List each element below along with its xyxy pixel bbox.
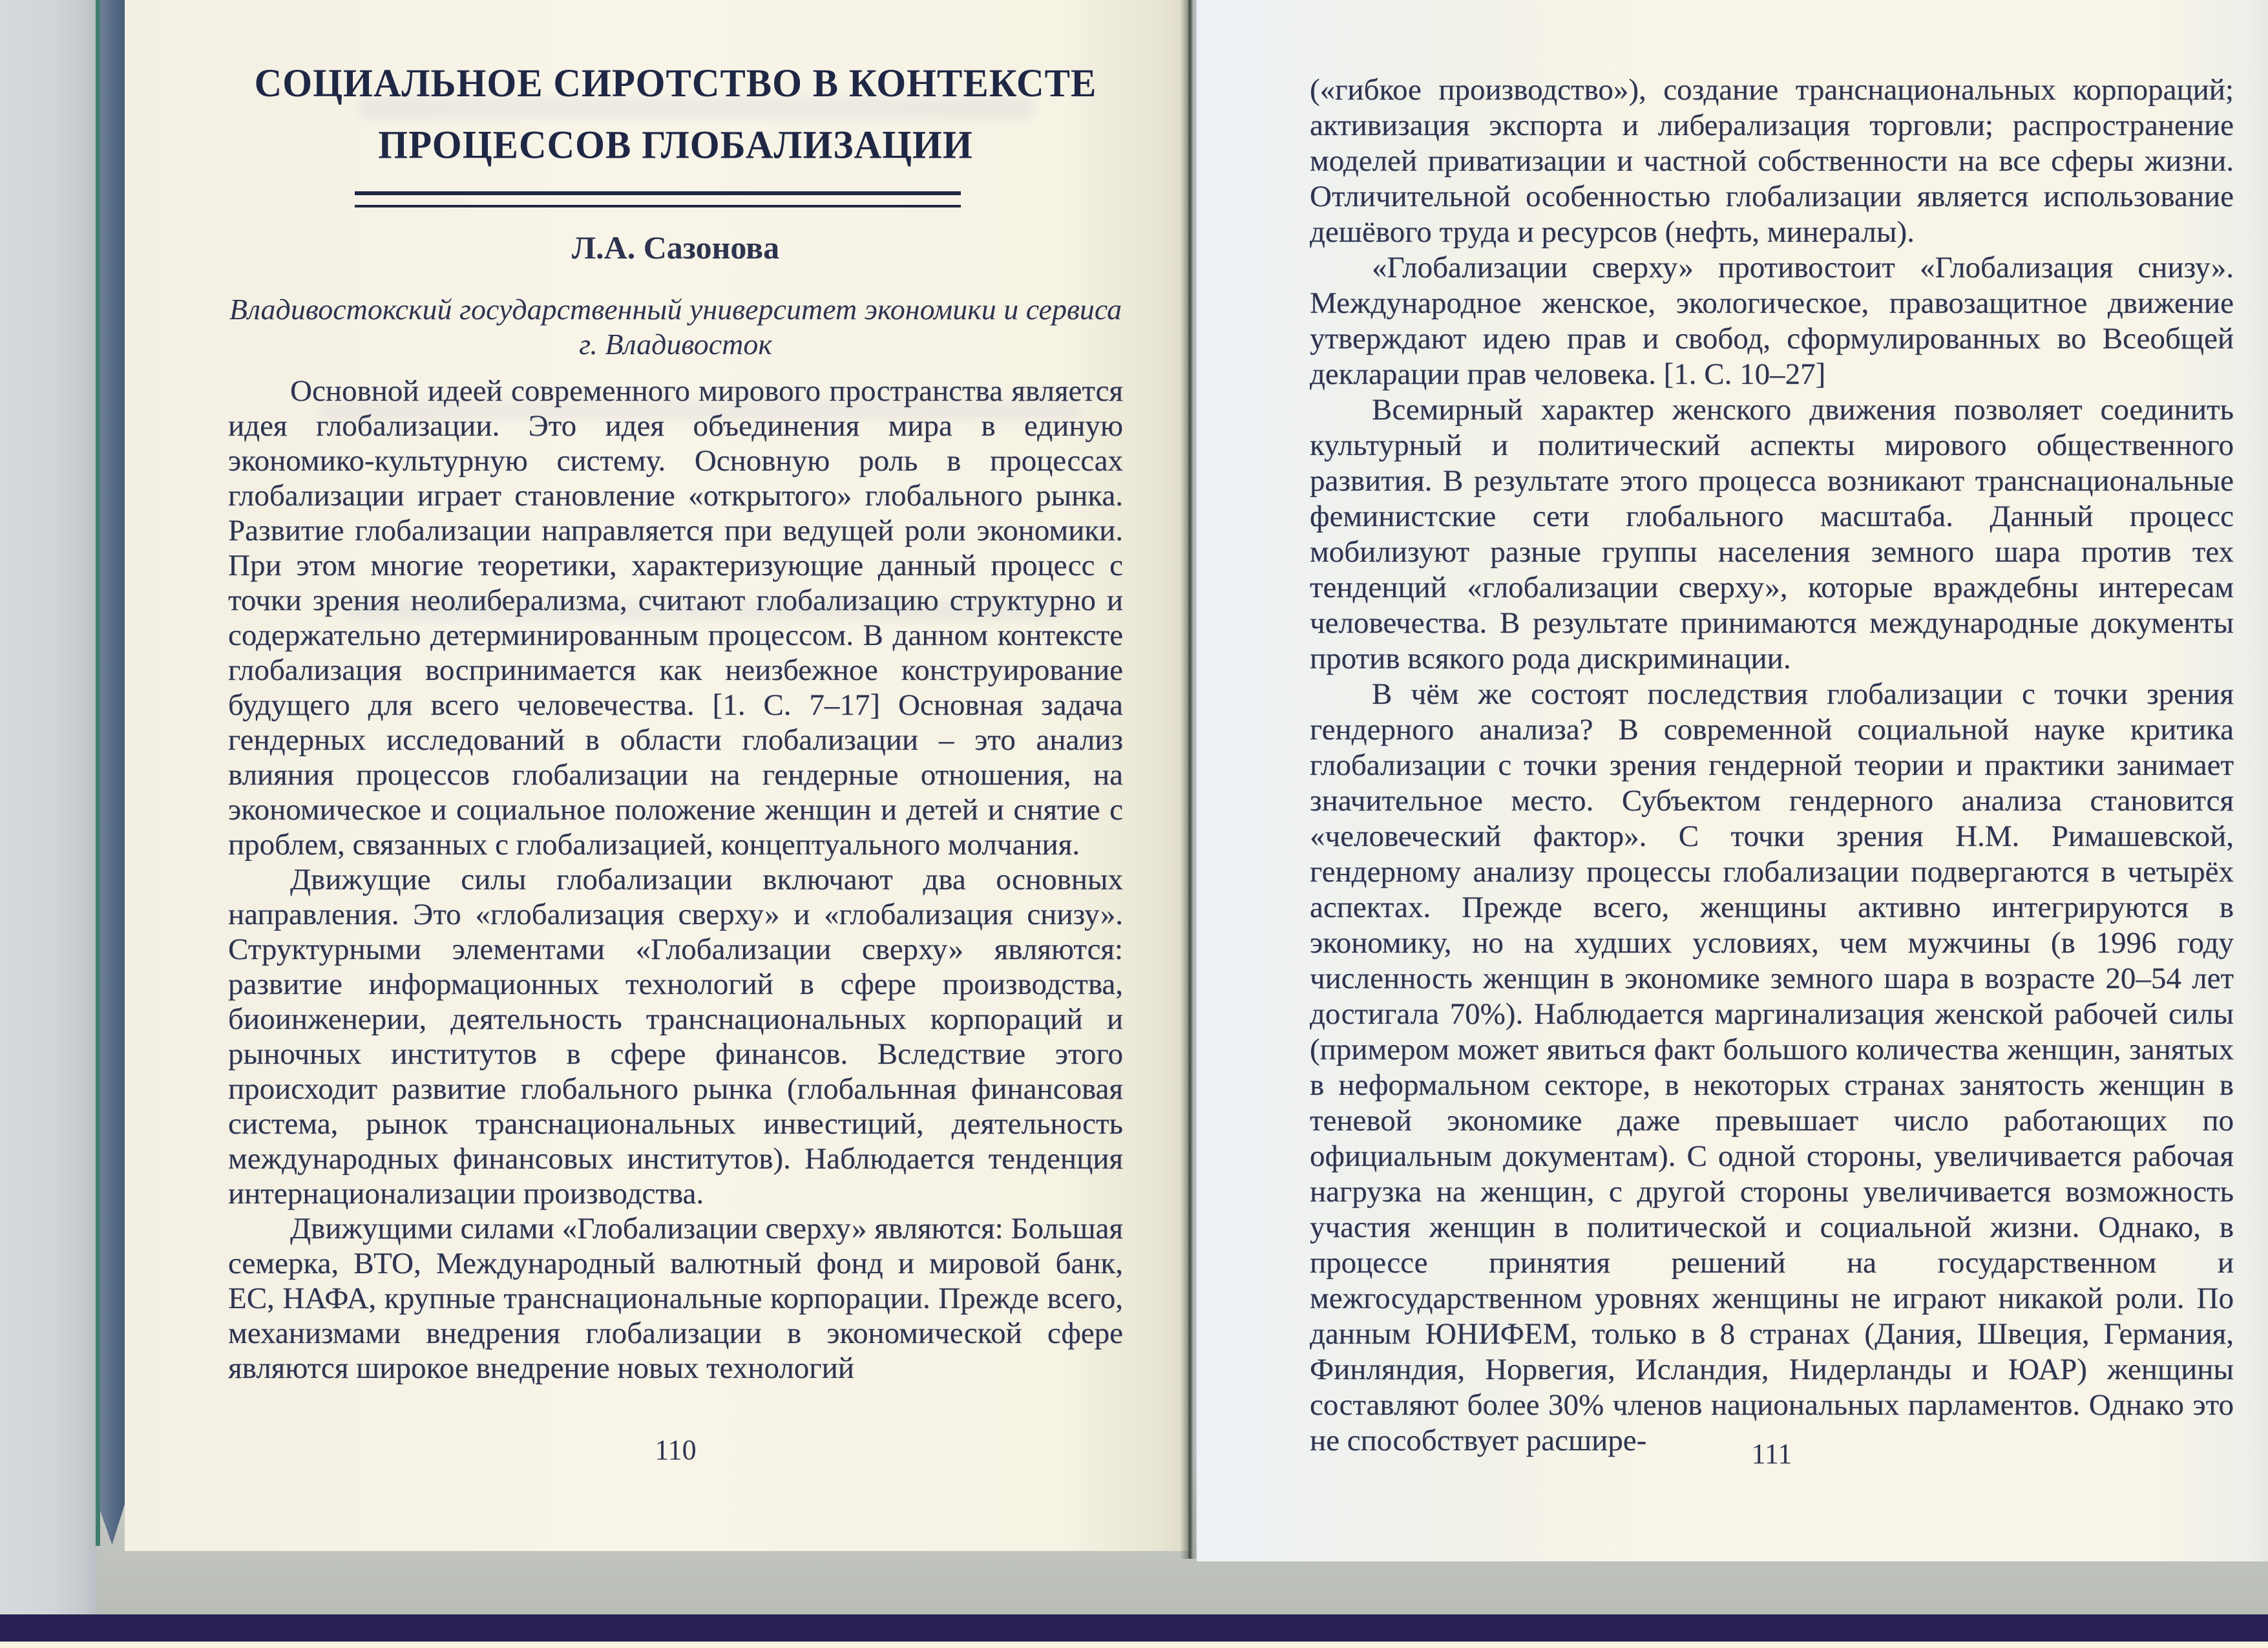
- scanner-bed-left-strip: [0, 0, 97, 1648]
- book-cover-teal-edge: [96, 0, 100, 1546]
- scanner-bottom-strip: [0, 1642, 2268, 1648]
- paragraph: Всемирный характер женского движения позволяет соединить культурный и политический аспекты мирового общественного развития. В результате этого процесса возникают транснациональные феминистские сети глобального масштаба. Данный процесс мобилизуют разные группы населения земного шара против тех тенденций «глобализации сверху», которые враждебны интересам человечества. В результате принимаются международные документы против всякого рода дискриминации.: [1310, 393, 2234, 675]
- right-page: [1197, 0, 2268, 1561]
- right-page-number: 111: [1751, 1438, 1792, 1470]
- author-name: Л.А. Сазонова: [571, 229, 780, 266]
- paragraph: Основной идеей современного мирового пространства является идея глобализации. Это идея объединения мира в единую экономико-культурную систему. Основную роль в процессах глобализации играет становление «открытого» глобального рынка. Развитие глобализации направляется при ведущей роли экономики. При этом многие теоретики, характеризующие данный процесс с точки зрения неолиберализма, считают глобализацию структурно и содержательно детерминированным процессом. В данном контексте глобализация воспринимается как неизбежное конструирование будущего для всего человечества. [1. С. 7–17] Основная задача гендерных исследований в области глобализации – это анализ влияния процессов глобализации на гендерные отношения, на экономическое и социальное положение женщин и детей и снятие с проблем, связанных с глобализацией, концептуального молчания.: [228, 374, 1123, 861]
- article-title: [228, 52, 1123, 175]
- left-page: [125, 0, 1191, 1551]
- title-double-rule: [355, 191, 961, 207]
- book-bottom-cover-band: [0, 1614, 2268, 1642]
- book-cover-band: [100, 0, 127, 1545]
- paragraph: Движущие силы глобализации включают два основных направления. Это «глобализация сверху» и «глобализация снизу». Структурными элементами «Глобализации сверху» являются: развитие информационных технологий в сфере производства, биоинженерии, деятельность транснациональных корпораций и рыночных институтов в сфере финансов. Вследствие этого происходит развитие глобального рынка (глобальнная финансовая система, рынок транснациональных инвестиций, деятельность международных финансовых институтов). Наблюдается тенденция интернационализации производства.: [228, 863, 1123, 1210]
- right-page-body: [1310, 72, 2234, 1459]
- paragraph: Движущими силами «Глобализации сверху» являются: Большая семерка, ВТО, Международный валютный фонд и мировой банк, ЕС, НАФА, крупные транснациональные корпорации. Прежде всего, механизмами внедрения глобализации в экономической сфере являются широкое внедрение новых технологий: [228, 1212, 1123, 1385]
- paragraph: В чём же состоят последствия глобализации с точки зрения гендерного анализа? В современной социальной науке критика глобализации с точки зрения гендерной теории и практики занимает значительное место. Субъектом гендерного анализа становится «человеческий фактор». С точки зрения Н.М. Римашевской, гендерному анализу процессы глобализации подвергаются в четырёх аспектах. Прежде всего, женщины активно интегрируются в экономику, но на худших условиях, чем мужчины (в 1996 году численность женщин в экономике земного шара в возрасте 20–54 лет достигала 70%). Наблюдается маргинализация женской рабочей силы (примером может явиться факт большого количества женщин, занятых в неформальном секторе, в некоторых странах занятость женщин в теневой экономике даже превышает число работающих по официальным документам). С одной стороны, увеличивается рабочая нагрузка на женщин, с другой стороны увеличивается возможность участия женщин в политической и социальной жизни. Однако, в процессе принятия решений на государственном и межгосударственном уровнях женщины не играют никакой роли. По данным ЮНИФЕМ, только в 8 странах (Дания, Швеция, Германия, Финляндия, Норвегия, Исландия, Нидерланды и ЮАР) женщины составляют более 30% членов национальных парламентов. Однако это не способствует расшире-: [1310, 677, 2234, 1457]
- affiliation-city: г. Владивосток: [579, 328, 772, 361]
- affiliation-university: Владивостокский государственный университет экономики и сервиса: [229, 293, 1122, 326]
- paragraph: «Глобализации сверху» противостоит «Глобализация снизу». Международное женское, экологическое, правозащитное движение утверждают идею прав и свобод, сформулированных во Всеобщей декларации прав человека. [1. С. 10–27]: [1310, 251, 2234, 391]
- article-title-line1: СОЦИАЛЬНОЕ СИРОТСТВО В КОНТЕКСТЕ: [254, 60, 1097, 105]
- left-page-body: [228, 374, 1123, 1386]
- article-title-line2: ПРОЦЕССОВ ГЛОБАЛИЗАЦИИ: [378, 122, 973, 167]
- author-affiliation: [228, 292, 1123, 362]
- paragraph: («гибкое производство»), создание транснациональных корпораций; активизация экспорта и либерализация торговли; распространение моделей приватизации и частной собственности на все сферы жизни. Отличительной особенностью глобализации является использование дешёвого труда и ресурсов (нефть, минералы).: [1310, 73, 2234, 249]
- left-page-number: 110: [655, 1434, 697, 1466]
